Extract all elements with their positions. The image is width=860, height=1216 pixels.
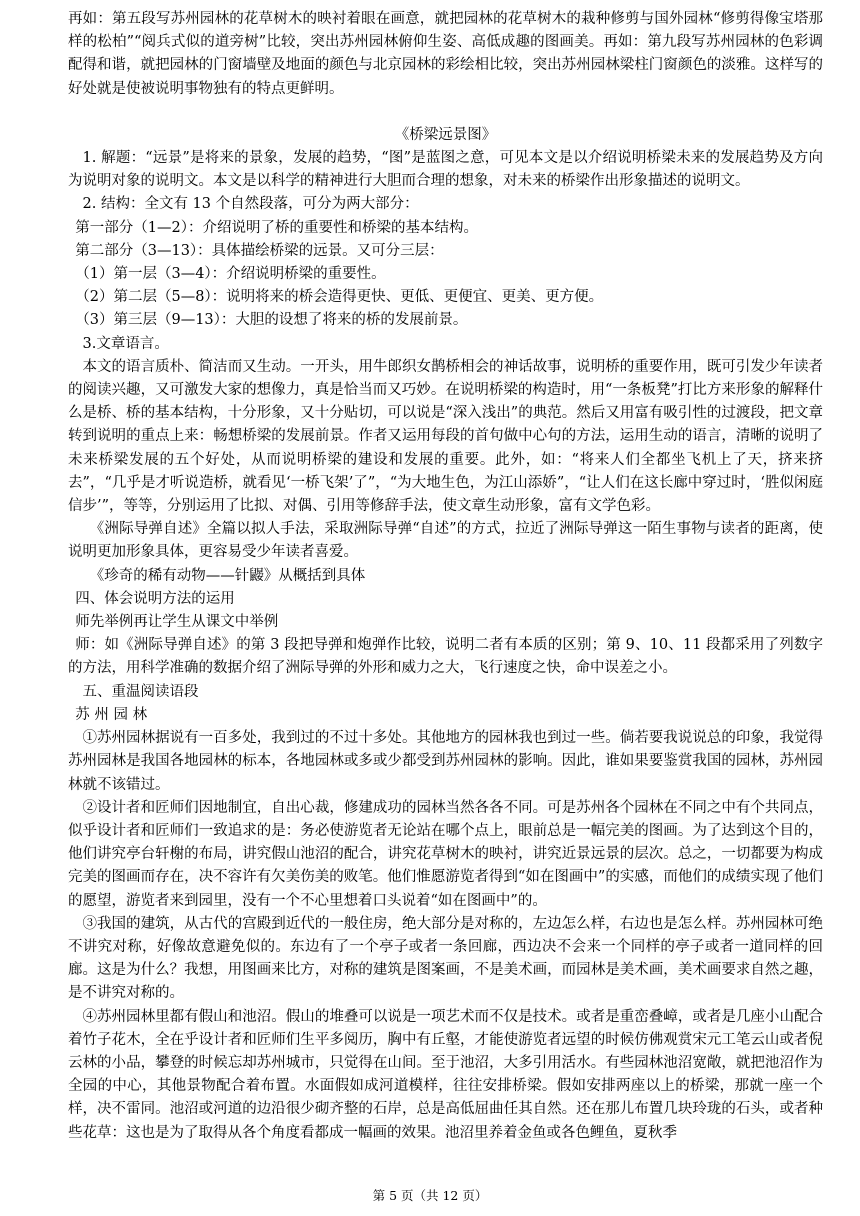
- document-page: [68, 8, 823, 1145]
- passage-title: 苏 州 园 林: [75, 706, 148, 723]
- section-4-line-1: 师先举例再让学生从课文中举例: [75, 614, 279, 631]
- bridge-layer-2: （2）第二层（5—8）：说明将来的桥会造得更快、更低、更便宜、更美、更方便。: [75, 289, 604, 306]
- section-4-heading: 四、体会说明方法的运用: [75, 590, 235, 607]
- animal-paragraph: 《珍奇的稀有动物——针鼹》从概括到具体: [89, 567, 366, 584]
- spacer: [68, 101, 823, 124]
- bridge-part-2: 第二部分（3—13）：具体描绘桥梁的远景。又可分三层：: [75, 242, 444, 259]
- bridge-language-paragraph: 本文的语言质朴、简洁而又生动。一开头，用牛郎织女鹊桥相会的神话故事，说明桥的重要作用，既可引发少年读者的阅读兴趣，又可激发大家的想像力，真是恰当而又巧妙。在说明桥梁的构造时，用“一条板凳”打比方来形象的解释什么是桥、桥的基本结构，十分形象，又十分贴切，可以说是“深入浅出”的典范。然后又用富有吸引性的过渡段，把文章转到说明的重点上来：畅想桥梁的发展前景。作者又运用每段的首句做中心句的方法，运用生动的语言，清晰的说明了未来桥梁发展的五个好处，从而说明桥梁的建设和发展的重要。此外，如：“将来人们全都坐飞机上了天，挤来挤去”，“几乎是才听说造桥，就看见‘一桥飞架’了”，“为大地生色，为江山添娇”，“让人们在这长廊中穿过时，‘胜似闲庭信步’”，等等，分别运用了比拟、对偶、引用等修辞手法，使文章生动形象，富有文学色彩。: [68, 358, 823, 515]
- bridge-item-1: 1. 解题：“远景”是将来的景象，发展的趋势，“图”是蓝图之意，可见本文是以介绍说明桥梁未来的发展趋势及方向为说明对象的说明文。本文是以科学的精神进行大胆而合理的想象，对未来的桥梁作出形象描述的说明文。: [68, 150, 823, 190]
- page-footer: 第 5 页（共 12 页）: [372, 1188, 488, 1203]
- passage-paragraph-1: ①苏州园林据说有一百多处，我到过的不过十多处。其他地方的园林我也到过一些。倘若要我说说总的印象，我觉得苏州园林是我国各地园林的标本，各地园林或多或少都受到苏州园林的影响。因此，谁如果要鉴赏我国的园林，苏州园林就不该错过。: [68, 730, 823, 793]
- section-4-line-2: 师：如《洲际导弹自述》的第 3 段把导弹和炮弹作比较，说明二者有本质的区别；第 9、10、11 段都采用了列数字的方法，用科学准确的数据介绍了洲际导弹的外形和威力之大，飞行速度之快，命中误差之小。: [68, 637, 823, 677]
- bridge-item-3: 3.文章语言。: [82, 335, 169, 352]
- passage-paragraph-2: ②设计者和匠师们因地制宜，自出心裁，修建成功的园林当然各各不同。可是苏州各个园林在不同之中有个共同点，似乎设计者和匠师们一致追求的是：务必使游览者无论站在哪个点上，眼前总是一幅完美的图画。为了达到这个目的，他们讲究亭台轩榭的布局，讲究假山池沼的配合，讲究花草树木的映衬，讲究近景远景的层次。总之，一切都要为构成完美的图画而存在，决不容许有欠美伤美的败笔。他们惟愿游览者得到“如在图画中”的实感，而他们的成绩实现了他们的愿望，游览者来到园里，没有一个不心里想着口头说着“如在图画中”的。: [68, 799, 823, 909]
- missile-paragraph: 《洲际导弹自述》全篇以拟人手法，采取洲际导弹“自述”的方式，拉近了洲际导弹这一陌生事物与读者的距离，使说明更加形象具体，更容易受少年读者喜爱。: [68, 521, 823, 561]
- passage-paragraph-3: ③我国的建筑，从古代的宫殿到近代的一般住房，绝大部分是对称的，左边怎么样，右边也是怎么样。苏州园林可绝不讲究对称，好像故意避免似的。东边有了一个亭子或者一条回廊，西边决不会来一个同样的亭子或者一道同样的回廊。这是为什么？我想，用图画来比方，对称的建筑是图案画，不是美术画，而园林是美术画，美术画要求自然之趣，是不讲究对称的。: [68, 915, 823, 1002]
- bridge-part-1: 第一部分（1—2）：介绍说明了桥的重要性和桥梁的基本结构。: [75, 219, 478, 236]
- bridge-item-2: 2. 结构：全文有 13 个自然段落，可分为两大部分：: [82, 196, 419, 213]
- bridge-layer-3: （3）第三层（9—13）：大胆的设想了将来的桥的发展前景。: [75, 312, 468, 329]
- section-5-heading: 五、重温阅读语段: [82, 683, 199, 700]
- bridge-title: 《桥梁远景图》: [394, 126, 497, 143]
- passage-paragraph-4: ④苏州园林里都有假山和池沼。假山的堆叠可以说是一项艺术而不仅是技术。或者是重峦叠嶂，或者是几座小山配合着竹子花木，全在乎设计者和匠师们生平多阅历，胸中有丘壑，才能使游览者远望的时候仿佛观赏宋元工笔云山或者倪云林的小品，攀登的时候忘却苏州城市，只觉得在山间。至于池沼，大多引用活水。有些园林池沼宽敞，就把池沼作为全园的中心，其他景物配合着布置。水面假如成河道模样，往往安排桥梁。假如安排两座以上的桥梁，那就一座一个样，决不雷同。池沼或河道的边沿很少砌齐整的石岸，总是高低屈曲任其自然。还在那儿布置几块玲珑的石头，或者种些花草：这也是为了取得从各个角度看都成一幅画的效果。池沼里养着金鱼或各色鲤鱼，夏秋季: [68, 1008, 823, 1141]
- intro-paragraph: 再如：第五段写苏州园林的花草树木的映衬着眼在画意，就把园林的花草树木的栽种修剪与国外园林“修剪得像宝塔那样的松柏”“阅兵式似的道旁树”比较，突出苏州园林俯仰生姿、高低成趣的图画美。再如：第九段写苏州园林的色彩调配得和谐，就把园林的门窗墙壁及地面的颜色与北京园林的彩绘相比较，突出苏州园林梁柱门窗颜色的淡雅。这样写的好处就是使被说明事物独有的特点更鲜明。: [68, 11, 823, 97]
- bridge-layer-1: （1）第一层（3—4）：介绍说明桥梁的重要性。: [75, 266, 386, 283]
